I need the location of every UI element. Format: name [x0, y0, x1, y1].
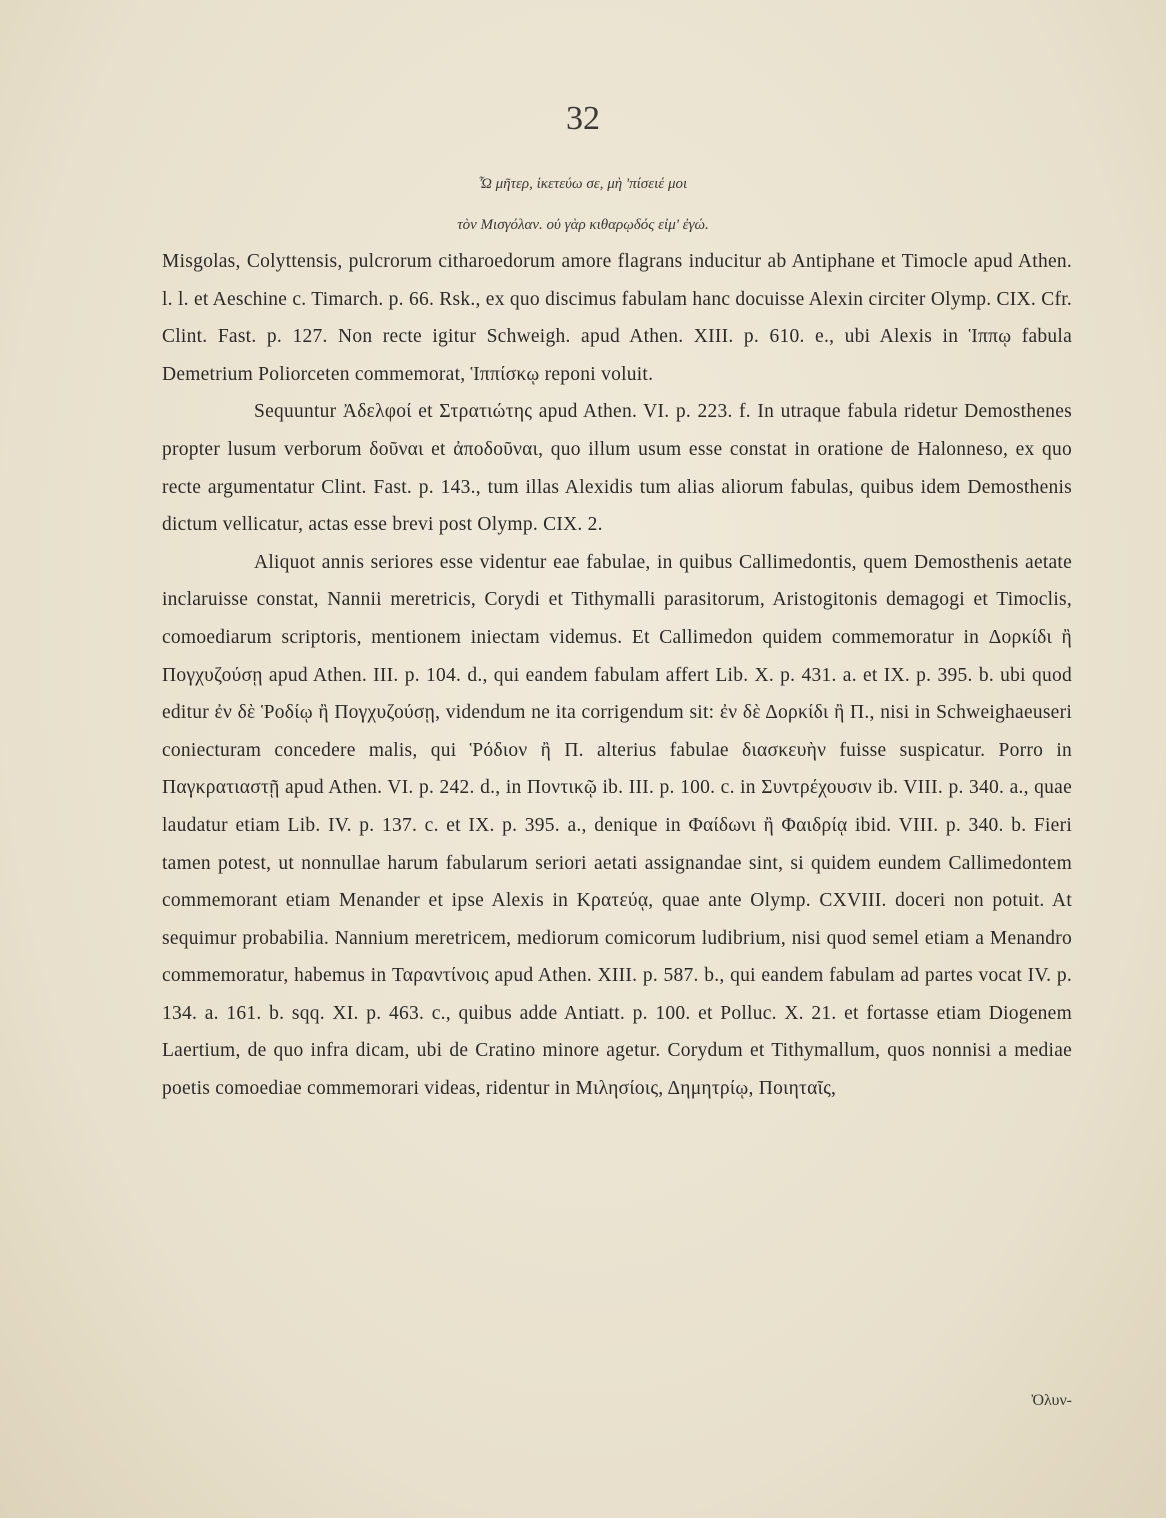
page-number: 32: [566, 100, 600, 137]
body-text: [162, 243, 1072, 1108]
verse-line-1: Ὦ μῆτερ, ἱκετεύω σε, μὴ 'πίσειέ μοι: [478, 176, 688, 192]
catchword: Ὀλυν-: [1031, 1392, 1072, 1409]
verse-line-2: τὸν Μισγόλαν. οὐ γὰρ κιθαρῳδός εἰμ' ἐγώ.: [457, 217, 709, 233]
paragraph-3: Aliquot annis seriores esse videntur eae fabulae, in quibus Callimedontis, quem Demosthenis aetate inclaruisse constat, Nannii meretricis, Corydi et Tithymalli parasitorum, Aristogitonis demagogi et Timoclis, comoediarum scriptoris, mentionem iniectam videmus. Et Callimedon quidem commemoratur in Δορκίδι ἢ Πογχυζούσῃ apud Athen. III. p. 104. d., qui eandem fabulam affert Lib. X. p. 431. a. et IX. p. 395. b. ubi quod editur ἐν δὲ Ῥοδίῳ ἢ Πογχυζούσῃ, videndum ne ita corrigendum sit: ἐν δὲ Δορκίδι ἢ Π., nisi in Schweighaeuseri coniecturam concedere malis, qui Ῥόδιον ἢ Π. alterius fabulae διασκευὴν fuisse suspicatur. Porro in Παγκρατιαστῇ apud Athen. VI. p. 242. d., in Ποντικῷ ib. III. p. 100. c. in Συντρέχουσιν ib. VIII. p. 340. a., quae laudatur etiam Lib. IV. p. 137. c. et IX. p. 395. a., denique in Φαίδωνι ἢ Φαιδρίᾳ ibid. VIII. p. 340. b. Fieri tamen potest, ut nonnullae harum fabularum seriori aetati assignandae sint, si quidem eundem Callimedontem commemorant etiam Menander et ipse Alexis in Κρατεύᾳ, quae ante Olymp. CXVIII. doceri non potuit. At sequimur probabilia. Nannium meretricem, mediorum comicorum ludibrium, nisi quod semel etiam a Menandro commemoratur, habemus in Ταραντίνοις apud Athen. XIII. p. 587. b., qui eandem fabulam ad partes vocat IV. p. 134. a. 161. b. sqq. XI. p. 463. c., quibus adde Antiatt. p. 100. et Polluc. X. 21. et fortasse etiam Diogenem Laertium, de quo infra dicam, ubi de Cratino minore agetur. Corydum et Tithymallum, quos nonnisi a mediae poetis comoediae commemorari videas, ridentur in Μιλησίοις, Δημητρίῳ, Ποιηταῖς,: [162, 551, 1072, 1100]
paragraph-2: Sequuntur Ἀδελφοί et Στρατιώτης apud Athen. VI. p. 223. f. In utraque fabula ridetur Demosthenes propter lusum verborum δοῦναι et ἀποδοῦναι, quo illum usum esse constat in oratione de Halonneso, ex quo recte argumentatur Clint. Fast. p. 143., tum illas Alexidis tum alias aliorum fabulas, quibus idem Demosthenis dictum vellicatur, actas esse brevi post Olymp. CIX. 2.: [162, 401, 1072, 536]
paragraph-1: Misgolas, Colyttensis, pulcrorum citharoedorum amore flagrans inducitur ab Antiphane et Timocle apud Athen. l. l. et Aeschine c. Timarch. p. 66. Rsk., ex quo discimus fabulam hanc docuisse Alexin circiter Olymp. CIX. Cfr. Clint. Fast. p. 127. Non recte igitur Schweigh. apud Athen. XIII. p. 610. e., ubi Alexis in Ἱππῳ fabula Demetrium Poliorceten commemorat, Ἱππίσκῳ reponi voluit.: [162, 251, 1072, 385]
